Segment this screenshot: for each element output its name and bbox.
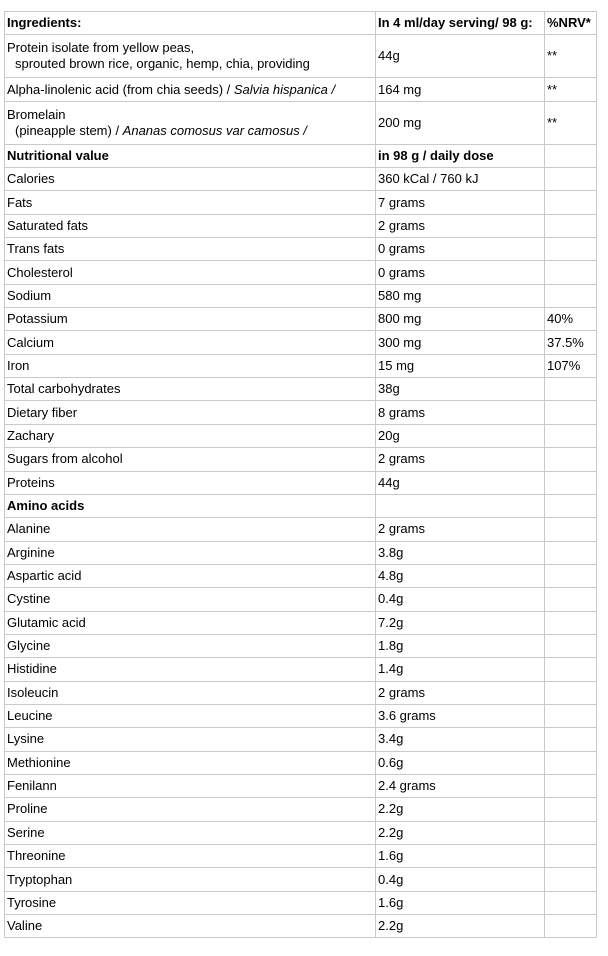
amino-acid-amount: 1.6g (376, 891, 545, 914)
ingredient-name-line1: Protein isolate from yellow peas, (7, 40, 195, 56)
nutrition-row (5, 284, 597, 307)
empty-cell (545, 798, 597, 821)
ingredient-name-line2: sprouted brown rice, organic, hemp, chia, providing (15, 56, 310, 72)
empty-cell (545, 588, 597, 611)
ingredient-name-text: (pineapple stem) / (15, 122, 123, 138)
nutrient-name: Zachary (5, 424, 376, 447)
nutrient-amount: 2 grams (376, 214, 545, 237)
nutrient-nrv (545, 238, 597, 261)
amino-acid-name: Fenilann (5, 774, 376, 797)
nutrient-nrv: 40% (545, 308, 597, 331)
nutrient-name: Dietary fiber (5, 401, 376, 424)
empty-cell (545, 634, 597, 657)
nutrient-name: Total carbohydrates (5, 378, 376, 401)
amino-acid-amount: 2.2g (376, 915, 545, 938)
amino-acid-row (5, 868, 597, 891)
nutrition-table (4, 11, 597, 938)
nutrient-name: Saturated fats (5, 214, 376, 237)
nutrition-row (5, 378, 597, 401)
amino-acid-row (5, 658, 597, 681)
amino-acid-row (5, 774, 597, 797)
ingredient-name (5, 78, 376, 101)
amino-acid-name: Isoleucin (5, 681, 376, 704)
nutrient-nrv (545, 284, 597, 307)
amino-acid-name: Lysine (5, 728, 376, 751)
nutrition-header: Nutritional value (5, 144, 376, 167)
amino-acid-amount: 2 grams (376, 518, 545, 541)
amino-acid-amount: 1.6g (376, 845, 545, 868)
nutrient-amount: 8 grams (376, 401, 545, 424)
amino-acid-row (5, 915, 597, 938)
amino-acid-name: Histidine (5, 658, 376, 681)
serving-header: In 4 ml/day serving/ 98 g: (376, 12, 545, 35)
nutrient-nrv (545, 401, 597, 424)
empty-cell (545, 751, 597, 774)
nutrient-nrv (545, 214, 597, 237)
ingredients-header: Ingredients: (5, 12, 376, 35)
ingredient-name (5, 101, 376, 144)
amino-acid-row (5, 798, 597, 821)
amino-acid-row (5, 611, 597, 634)
empty-cell (545, 611, 597, 634)
nutrient-nrv (545, 424, 597, 447)
ingredient-amount: 164 mg (376, 78, 545, 101)
nutrition-row (5, 471, 597, 494)
amino-acid-name: Arginine (5, 541, 376, 564)
empty-cell (545, 564, 597, 587)
nutrient-nrv (545, 378, 597, 401)
amino-acid-name: Proline (5, 798, 376, 821)
nutrient-name: Trans fats (5, 238, 376, 261)
empty-cell (545, 518, 597, 541)
amino-acid-row (5, 588, 597, 611)
nutrient-name: Cholesterol (5, 261, 376, 284)
empty-cell (545, 144, 597, 167)
amino-acid-row (5, 728, 597, 751)
nutrient-name: Calories (5, 168, 376, 191)
ingredient-name-line1: Bromelain (7, 106, 66, 122)
nutrient-nrv (545, 168, 597, 191)
amino-acid-row (5, 751, 597, 774)
ingredient-nrv: ** (545, 78, 597, 101)
empty-cell (545, 845, 597, 868)
nutrient-amount: 38g (376, 378, 545, 401)
nutrient-nrv (545, 191, 597, 214)
amino-acid-row (5, 518, 597, 541)
nutrient-amount: 0 grams (376, 238, 545, 261)
nutrition-row (5, 214, 597, 237)
ingredient-latin-name: Salvia hispanica / (233, 81, 336, 97)
amino-acid-row (5, 681, 597, 704)
nutrient-nrv (545, 261, 597, 284)
empty-cell (545, 494, 597, 517)
amino-acid-amount: 7.2g (376, 611, 545, 634)
amino-acid-amount: 1.8g (376, 634, 545, 657)
nrv-header: %NRV* (545, 12, 597, 35)
amino-acid-row (5, 845, 597, 868)
amino-acid-amount: 0.4g (376, 588, 545, 611)
ingredient-nrv: ** (545, 35, 597, 78)
nutrition-row (5, 401, 597, 424)
nutrient-nrv (545, 448, 597, 471)
amino-acid-name: Tryptophan (5, 868, 376, 891)
amino-acid-name: Aspartic acid (5, 564, 376, 587)
nutrient-name: Fats (5, 191, 376, 214)
amino-acid-amount: 3.8g (376, 541, 545, 564)
empty-cell (545, 774, 597, 797)
amino-acid-amount: 2.2g (376, 821, 545, 844)
nutrient-amount: 360 kCal / 760 kJ (376, 168, 545, 191)
amino-acid-name: Threonine (5, 845, 376, 868)
nutrition-row (5, 238, 597, 261)
amino-acid-amount: 3.4g (376, 728, 545, 751)
nutrition-row (5, 448, 597, 471)
nutrition-row (5, 331, 597, 354)
ingredient-nrv: ** (545, 101, 597, 144)
nutrition-row (5, 168, 597, 191)
amino-acid-row (5, 564, 597, 587)
amino-acid-name: Glycine (5, 634, 376, 657)
nutrient-name: Iron (5, 354, 376, 377)
amino-acid-amount: 2.2g (376, 798, 545, 821)
amino-acid-name: Methionine (5, 751, 376, 774)
amino-acid-row (5, 891, 597, 914)
amino-acid-row (5, 634, 597, 657)
nutrient-amount: 580 mg (376, 284, 545, 307)
nutrient-amount: 44g (376, 471, 545, 494)
amino-acid-row (5, 541, 597, 564)
amino-acid-row (5, 704, 597, 727)
ingredient-name-line2 (7, 123, 373, 139)
nutrient-name: Sugars from alcohol (5, 448, 376, 471)
ingredient-amount: 200 mg (376, 101, 545, 144)
nutrient-amount: 800 mg (376, 308, 545, 331)
amino-acid-amount: 2 grams (376, 681, 545, 704)
nutrient-amount: 15 mg (376, 354, 545, 377)
nutrition-row (5, 191, 597, 214)
amino-acid-name: Tyrosine (5, 891, 376, 914)
nutrition-row (5, 354, 597, 377)
empty-cell (545, 915, 597, 938)
empty-cell (376, 494, 545, 517)
nutrient-nrv (545, 471, 597, 494)
amino-acid-amount: 3.6 grams (376, 704, 545, 727)
ingredients-header-row (5, 12, 597, 35)
ingredient-name-text: Alpha-linolenic acid (from chia seeds) / (7, 81, 234, 97)
amino-acid-name: Cystine (5, 588, 376, 611)
amino-header-row (5, 494, 597, 517)
amino-acid-name: Serine (5, 821, 376, 844)
amino-acid-amount: 2.4 grams (376, 774, 545, 797)
empty-cell (545, 681, 597, 704)
nutrient-name: Calcium (5, 331, 376, 354)
nutrition-row (5, 261, 597, 284)
amino-acid-amount: 4.8g (376, 564, 545, 587)
nutrient-amount: 0 grams (376, 261, 545, 284)
amino-acid-amount: 0.4g (376, 868, 545, 891)
amino-acid-name: Valine (5, 915, 376, 938)
empty-cell (545, 704, 597, 727)
empty-cell (545, 891, 597, 914)
nutrient-name: Potassium (5, 308, 376, 331)
nutrient-amount: 2 grams (376, 448, 545, 471)
amino-acid-amount: 1.4g (376, 658, 545, 681)
amino-acid-amount: 0.6g (376, 751, 545, 774)
amino-acid-name: Alanine (5, 518, 376, 541)
empty-cell (545, 541, 597, 564)
ingredient-name (5, 35, 376, 78)
empty-cell (545, 868, 597, 891)
empty-cell (545, 821, 597, 844)
nutrient-amount: 300 mg (376, 331, 545, 354)
nutrient-nrv: 107% (545, 354, 597, 377)
nutrition-row (5, 308, 597, 331)
amino-acids-header: Amino acids (5, 494, 376, 517)
nutrition-row (5, 424, 597, 447)
empty-cell (545, 728, 597, 751)
ingredient-amount: 44g (376, 35, 545, 78)
nutrient-amount: 7 grams (376, 191, 545, 214)
nutrient-name: Sodium (5, 284, 376, 307)
nutrition-header-row (5, 144, 597, 167)
amino-acid-row (5, 821, 597, 844)
amino-acid-name: Leucine (5, 704, 376, 727)
ingredient-row-bromelain (5, 101, 597, 144)
nutrition-dose-header: in 98 g / daily dose (376, 144, 545, 167)
ingredient-latin-name: Ananas comosus var camosus / (122, 122, 307, 138)
nutrient-amount: 20g (376, 424, 545, 447)
empty-cell (545, 658, 597, 681)
nutrient-nrv: 37.5% (545, 331, 597, 354)
ingredient-row-protein (5, 35, 597, 78)
ingredient-row-ala (5, 78, 597, 101)
amino-acid-name: Glutamic acid (5, 611, 376, 634)
nutrient-name: Proteins (5, 471, 376, 494)
